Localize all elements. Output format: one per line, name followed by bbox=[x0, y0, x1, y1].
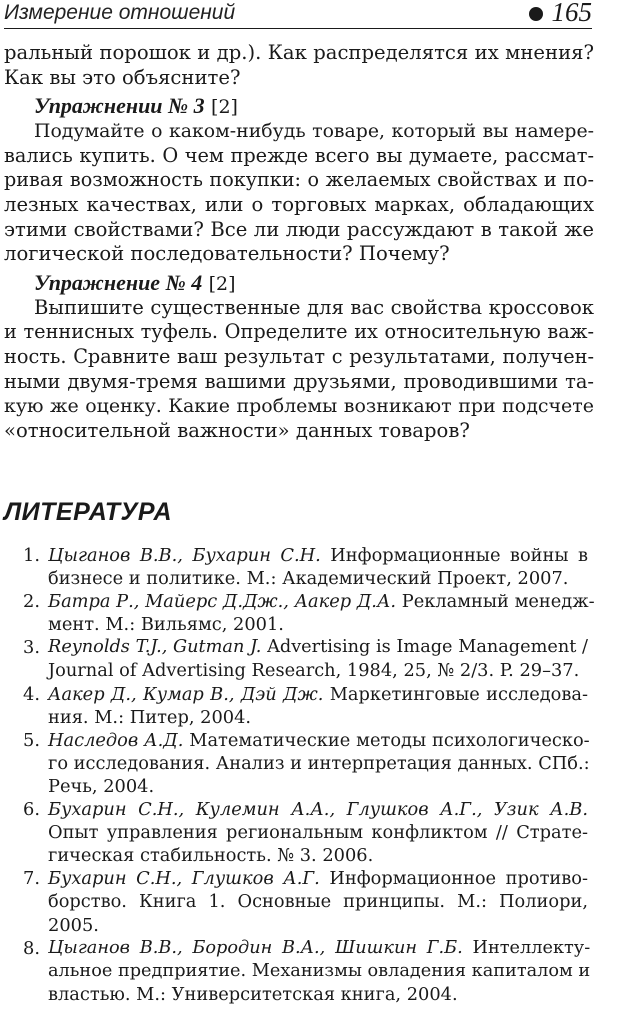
exercise-4-line: ными двумя-тремя вашими друзьями, проводившими та- bbox=[4, 369, 594, 393]
exercise-4-title: Упражнение № 4 bbox=[34, 269, 203, 295]
reference-text: Информационные войны в bbox=[320, 545, 588, 566]
reference-text: го исследования. Анализ и интерпретация данных. СПб.: bbox=[48, 752, 590, 774]
exercise-4-heading bbox=[4, 269, 594, 296]
exercise-3-level: [2] bbox=[211, 96, 238, 119]
reference-item bbox=[16, 867, 588, 936]
exercise-3-line: логической последовательности? Почему? bbox=[4, 242, 450, 266]
exercise-4-line: и теннисных туфель. Определите их относительную важ- bbox=[4, 320, 594, 344]
exercise-3-line: вались купить. О чем прежде всего вы думаете, рассмат- bbox=[4, 143, 594, 167]
reference-text: 2005. bbox=[48, 914, 99, 936]
reference-item bbox=[16, 544, 588, 590]
reference-authors: Цыганов В.В., Бухарин С.Н. bbox=[48, 545, 321, 566]
reference-authors: Наследов А.Д. bbox=[48, 729, 184, 751]
reference-text: Рекламный менедж- bbox=[396, 591, 595, 613]
literature-heading: ЛИТЕРАТУРА bbox=[4, 498, 173, 526]
intro-line: ральный порошок и др.). Как распределятся их мнения? bbox=[4, 41, 594, 64]
reference-list bbox=[16, 544, 595, 1006]
reference-text: Advertising is Image Management / bbox=[261, 637, 588, 658]
reference-number: 6. bbox=[23, 799, 40, 821]
reference-item bbox=[16, 798, 588, 867]
exercise-3-heading bbox=[4, 92, 594, 119]
page-number: 165 bbox=[551, 0, 592, 27]
reference-item bbox=[16, 590, 595, 636]
reference-authors: Бухарин С.Н., Глушков А.Г. bbox=[48, 868, 320, 890]
reference-number: 1. bbox=[23, 545, 40, 566]
reference-text: Математические методы психологическо- bbox=[183, 729, 590, 751]
reference-text: альное предприятие. Механизмы овладения капиталом и bbox=[48, 960, 591, 981]
exercise-4-line: ность. Сравните ваш результат с результатами, получен- bbox=[4, 344, 594, 368]
reference-text: Опыт управления региональным конфликтом // Страте- bbox=[48, 822, 588, 844]
exercise-4-line: Выпишите существенные для вас свойства кроссовок bbox=[34, 295, 594, 319]
reference-item bbox=[16, 683, 588, 729]
running-title: Измерение отношений bbox=[4, 1, 236, 24]
exercises-text bbox=[4, 41, 594, 443]
reference-item bbox=[16, 937, 591, 1006]
reference-item bbox=[16, 729, 588, 798]
reference-authors: Аакер Д., Кумар В., Дэй Дж. bbox=[48, 683, 324, 705]
reference-number: 5. bbox=[23, 729, 40, 751]
reference-number: 8. bbox=[23, 937, 40, 959]
reference-text: Информационное противо- bbox=[319, 868, 588, 890]
reference-item bbox=[16, 636, 588, 682]
reference-text: борство. Книга 1. Основные принципы. М.: Полиори, bbox=[48, 891, 588, 913]
reference-text: мент. М.: Вильямс, 2001. bbox=[48, 614, 284, 636]
running-header bbox=[4, 0, 592, 29]
reference-authors: Цыганов В.В., Бородин В.А., Шишкин Г.Б. bbox=[48, 937, 463, 958]
reference-text: властью. М.: Университетская книга, 2004. bbox=[48, 983, 458, 1005]
bullet-dot-icon bbox=[529, 7, 543, 21]
reference-authors: Батра Р., Майерс Д.Дж., Аакер Д.А. bbox=[48, 591, 397, 613]
reference-text: бизнесе и политике. М.: Академический Проект, 2007. bbox=[48, 568, 569, 590]
reference-text: Речь, 2004. bbox=[48, 775, 155, 797]
reference-number: 3. bbox=[23, 637, 40, 659]
reference-number: 4. bbox=[23, 683, 40, 705]
reference-text: гическая стабильность. № 3. 2006. bbox=[48, 845, 374, 867]
reference-text: ния. М.: Питер, 2004. bbox=[48, 706, 252, 728]
exercise-3-line: ривая возможность покупки: о желаемых свойствах и по- bbox=[4, 168, 594, 192]
reference-text: Маркетинговые исследова- bbox=[323, 683, 588, 705]
exercise-3-title: Упражнении № 3 bbox=[34, 93, 205, 119]
reference-number: 2. bbox=[23, 591, 40, 613]
reference-authors: Reynolds T.J., Gutman J. bbox=[48, 637, 262, 658]
exercise-4-level: [2] bbox=[208, 272, 236, 295]
exercise-4-line: «относительной важности» данных товаров? bbox=[4, 418, 470, 442]
intro-line: Как вы это объясните? bbox=[4, 65, 241, 89]
reference-number: 7. bbox=[23, 868, 40, 890]
exercise-3-line: этими свойствами? Все ли люди рассуждают в такой же bbox=[4, 217, 594, 241]
exercise-3-line: Подумайте о каком-нибудь товаре, который вы намере- bbox=[34, 120, 594, 143]
reference-text: Journal of Advertising Research, 1984, 25, № 2/3. P. 29–37. bbox=[48, 660, 580, 682]
folio bbox=[529, 0, 593, 26]
reference-authors: Бухарин С.Н., Кулемин А.А., Глушков А.Г., Узик А.В. bbox=[48, 799, 588, 821]
exercise-4-line: кую же оценку. Какие проблемы возникают при подсчете bbox=[4, 395, 594, 418]
exercise-3-line: лезных качествах, или о торговых марках, обладающих bbox=[4, 192, 594, 216]
reference-text: Интеллекту- bbox=[462, 937, 591, 958]
